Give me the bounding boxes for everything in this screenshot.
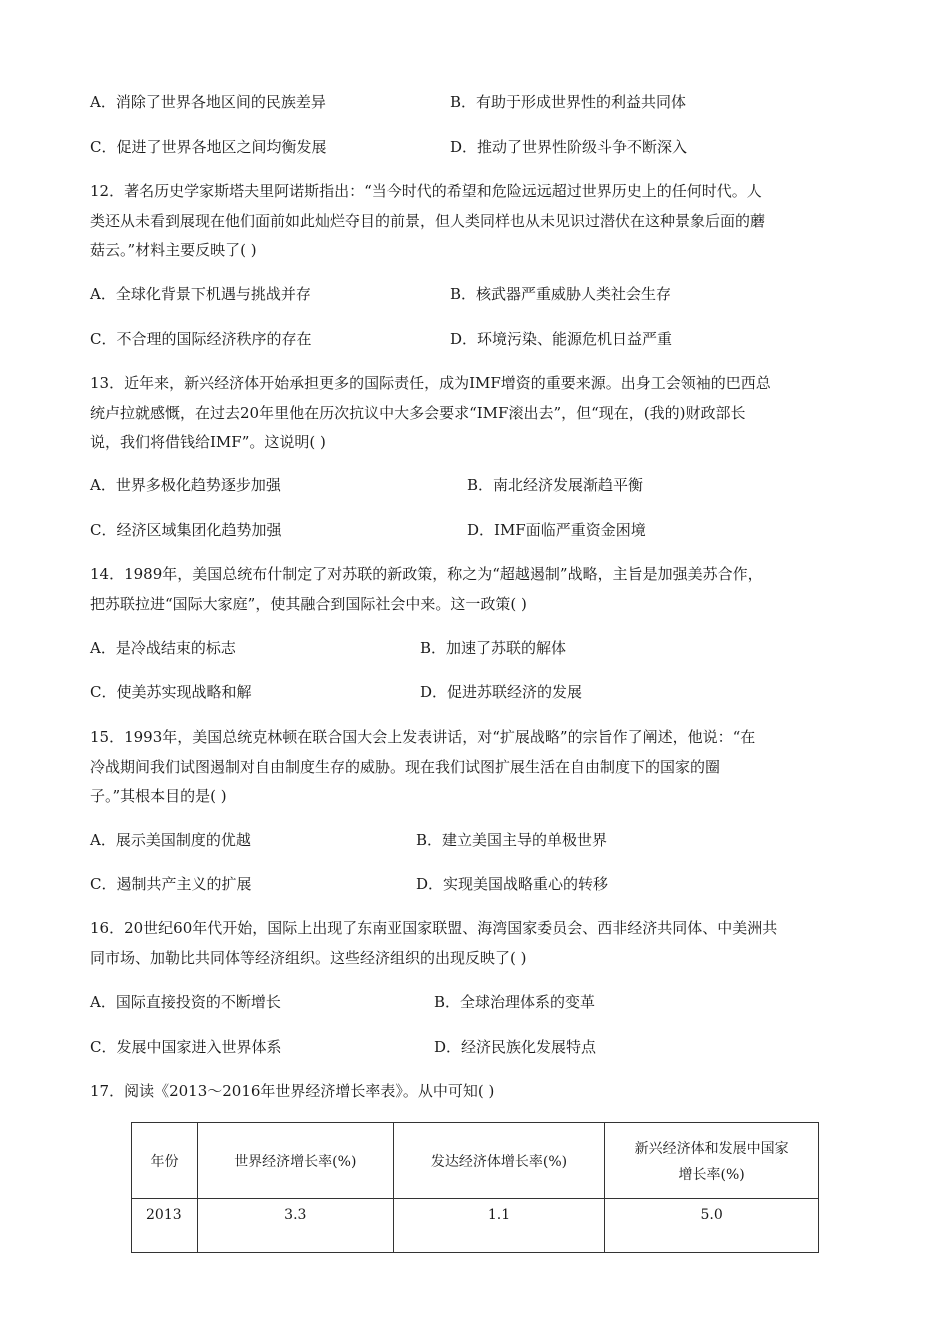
header-emerging-line2: 增长率(%) [678,1166,745,1183]
q15-option-c: C．遏制共产主义的扩展 [90,875,252,893]
cell-developed: 1.1 [393,1199,605,1253]
q14-stem-line: 把苏联拉进“国际大家庭”，使其融合到国际社会中来。这一政策( ) [90,594,527,613]
cell-year: 2013 [132,1199,198,1253]
q13-stem-line: 统卢拉就感慨，在过去20年里他在历次抗议中大多会要求“IMF滚出去”，但“现在，(我的)财政部长 [90,403,746,422]
cell-world: 3.3 [197,1199,393,1253]
q13-option-d: D．IMF面临严重资金困境 [467,521,646,539]
q15-option-d: D．实现美国战略重心的转移 [416,875,609,893]
q16-option-d: D．经济民族化发展特点 [434,1038,597,1056]
header-world-growth: 世界经济增长率(%) [197,1123,393,1199]
header-developed-growth: 发达经济体增长率(%) [393,1123,605,1199]
q15-stem-line: 15．1993年，美国总统克林顿在联合国大会上发表讲话，对“扩展战略”的宗旨作了阐述，他说：“在 [90,728,756,746]
q12-stem-line: 菇云。”材料主要反映了( ) [90,241,257,259]
q16-option-a: A．国际直接投资的不断增长 [90,993,281,1011]
q12-option-c: C．不合理的国际经济秩序的存在 [90,330,312,348]
header-emerging-line1: 新兴经济体和发展中国家 [634,1140,789,1157]
q12-option-d: D．环境污染、能源危机日益严重 [450,330,673,348]
q14-stem [90,564,860,623]
q14-option-d: D．促进苏联经济的发展 [420,683,583,701]
q16-stem-line: 16．20世纪60年代开始，国际上出现了东南亚国家联盟、海湾国家委员会、西非经济共同体、中美洲共 [90,919,778,937]
q14-option-b: B．加速了苏联的解体 [420,639,567,657]
q12-option-a: A．全球化背景下机遇与挑战并存 [90,285,311,303]
q14-option-c: C．使美苏实现战略和解 [90,683,252,701]
q13-stem [90,373,860,462]
q16-option-c: C．发展中国家进入世界体系 [90,1038,282,1056]
q16-stem-line: 同市场、加勒比共同体等经济组织。这些经济组织的出现反映了( ) [90,948,527,967]
q11-option-a: A．消除了世界各地区间的民族差异 [90,93,326,111]
q12-option-b: B．核武器严重威胁人类社会生存 [450,285,672,303]
q12-stem [90,181,860,270]
q13-option-c: C．经济区域集团化趋势加强 [90,521,282,539]
header-year: 年份 [132,1123,198,1199]
q16-option-b: B．全球治理体系的变革 [434,993,596,1011]
q11-option-b: B．有助于形成世界性的利益共同体 [450,93,687,111]
q15-stem-line: 子。”其根本目的是( ) [90,787,227,805]
q12-stem-line: 类还从未看到展现在他们面前如此灿烂夺目的前景，但人类同样也从未见识过潜伏在这种景象后面的蘑 [90,211,766,230]
q17-stem: 17．阅读《2013～2016年世界经济增长率表》。从中可知( ) [90,1082,495,1100]
q11-option-d: D．推动了世界性阶级斗争不断深入 [450,138,688,156]
cell-emerging: 5.0 [605,1199,819,1253]
header-emerging-growth [605,1123,819,1199]
q13-option-b: B．南北经济发展渐趋平衡 [467,476,644,494]
q15-stem [90,727,860,816]
q14-stem-line: 14．1989年，美国总统布什制定了对苏联的新政策，称之为“超越遏制”战略，主旨是加强美苏合作， [90,565,763,583]
q13-option-a: A．世界多极化趋势逐步加强 [90,476,281,494]
table-row [132,1199,819,1253]
q11-option-c: C．促进了世界各地区之间均衡发展 [90,138,327,156]
q12-stem-line: 12．著名历史学家斯塔夫里阿诺斯指出：“当今时代的希望和危险远远超过世界历史上的任何时代。人 [90,182,762,200]
table-header-row [132,1123,819,1199]
growth-rate-table [131,1122,819,1253]
q15-option-b: B．建立美国主导的单极世界 [416,831,608,849]
q15-option-a: A．展示美国制度的优越 [90,831,251,849]
q15-stem-line: 冷战期间我们试图遏制对自由制度生存的威胁。现在我们试图扩展生活在自由制度下的国家的圈 [90,757,721,776]
q14-option-a: A．是冷战结束的标志 [90,639,236,657]
q13-stem-line: 13．近年来，新兴经济体开始承担更多的国际责任，成为IMF增资的重要来源。出身工会领袖的巴西总 [90,374,771,392]
q13-stem-line: 说，我们将借钱给IMF”。这说明( ) [90,433,326,451]
q16-stem [90,918,860,977]
